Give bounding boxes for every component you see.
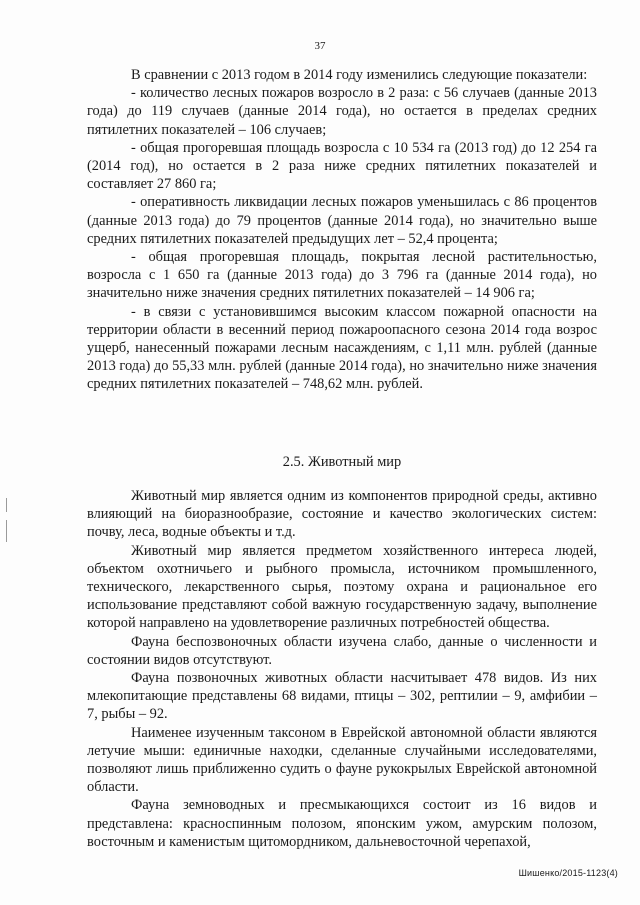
paragraph-burned-area: - общая прогоревшая площадь возросла с 10 534 га (2013 год) до 12 254 га (2014 год), но остается в 2 раза ниже средних пятилетних показателей и составляет 27 860 га; bbox=[87, 139, 597, 193]
paragraph-intro: В сравнении с 2013 годом в 2014 году изменились следующие показатели: bbox=[131, 67, 588, 83]
text-block-fauna bbox=[87, 487, 597, 851]
paragraph-damage: - в связи с установившимся высоким классом пожарной опасности на территории области в весенний период пожароопасного сезона 2014 года возрос ущерб, нанесенный пожарами лесным насаждениям, с 1,11 млн. рублей (данные 2013 года) до 55,33 млн. рублей (данные 2014 года), но значительно ниже значения средних пятилетних показателей – 748,62 млн. рублей. bbox=[87, 303, 597, 393]
paragraph-invertebrates: Фауна беспозвоночных области изучена слабо, данные о численности и состоянии видов отсутствуют. bbox=[87, 633, 597, 668]
footer-document-code: Шишенко/2015-1123(4) bbox=[518, 868, 618, 878]
paragraph-bats: Наименее изученным таксоном в Еврейской автономной области являются летучие мыши: единичные находки, сделанные случайными исследователями, позволяют лишь приближенно судить о фауне рукокрылых Еврейской автономной области. bbox=[87, 724, 597, 796]
paragraph-fauna-interest: Животный мир является предметом хозяйственного интереса людей, объектом охотничьего и рыбного промысла, источником промышленного, технического, лекарственного сырья, поэтому охрана и рациональное его использование представляют собой важную государственную задачу, выполнение которой направлено на удовлетворение различных потребностей общества. bbox=[87, 542, 597, 632]
scan-margin-mark bbox=[6, 498, 7, 512]
section-heading: 2.5. Животный мир bbox=[282, 454, 402, 470]
page-number: 37 bbox=[314, 40, 326, 52]
scan-margin-mark bbox=[6, 520, 7, 542]
paragraph-fire-count: - количество лесных пожаров возросло в 2 раза: с 56 случаев (данные 2013 года) до 119 случаев (данные 2014 года), но остается в пределах средних пятилетних показателей – 106 случаев; bbox=[87, 85, 597, 138]
paragraph-fauna-role: Животный мир является одним из компонентов природной среды, активно влияющий на биоразнообразие, состояние и качество экологических систем: почву, леса, водные объекты и т.д. bbox=[87, 488, 597, 541]
paragraph-response-efficiency: - оперативность ликвидации лесных пожаров уменьшилась с 86 процентов (данные 2013 года) до 79 процентов (данные 2014 года), но значительно выше средних пятилетних показателей предыдущих лет – 52,4 процента; bbox=[87, 194, 597, 247]
paragraph-vertebrates: Фауна позвоночных животных области насчитывает 478 видов. Из них млекопитающие представлены 68 видами, птицы – 302, рептилии – 9, амфибии – 7, рыбы – 92. bbox=[87, 670, 597, 723]
paragraph-forest-area: - общая прогоревшая площадь, покрытая лесной растительностью, возросла с 1 650 га (данные 2013 года) до 3 796 га (данные 2014 года), но значительно ниже значения средних пятилетних показателей – 14 906 га; bbox=[87, 249, 597, 302]
paragraph-amphibians-reptiles: Фауна земноводных и пресмыкающихся состоит из 16 видов и представлена: красноспинным полозом, японским ужом, амурским полозом, восточным и каменистым щитомордником, дальневосточной черепахой, bbox=[87, 797, 597, 850]
text-block-fire-statistics bbox=[87, 66, 597, 394]
